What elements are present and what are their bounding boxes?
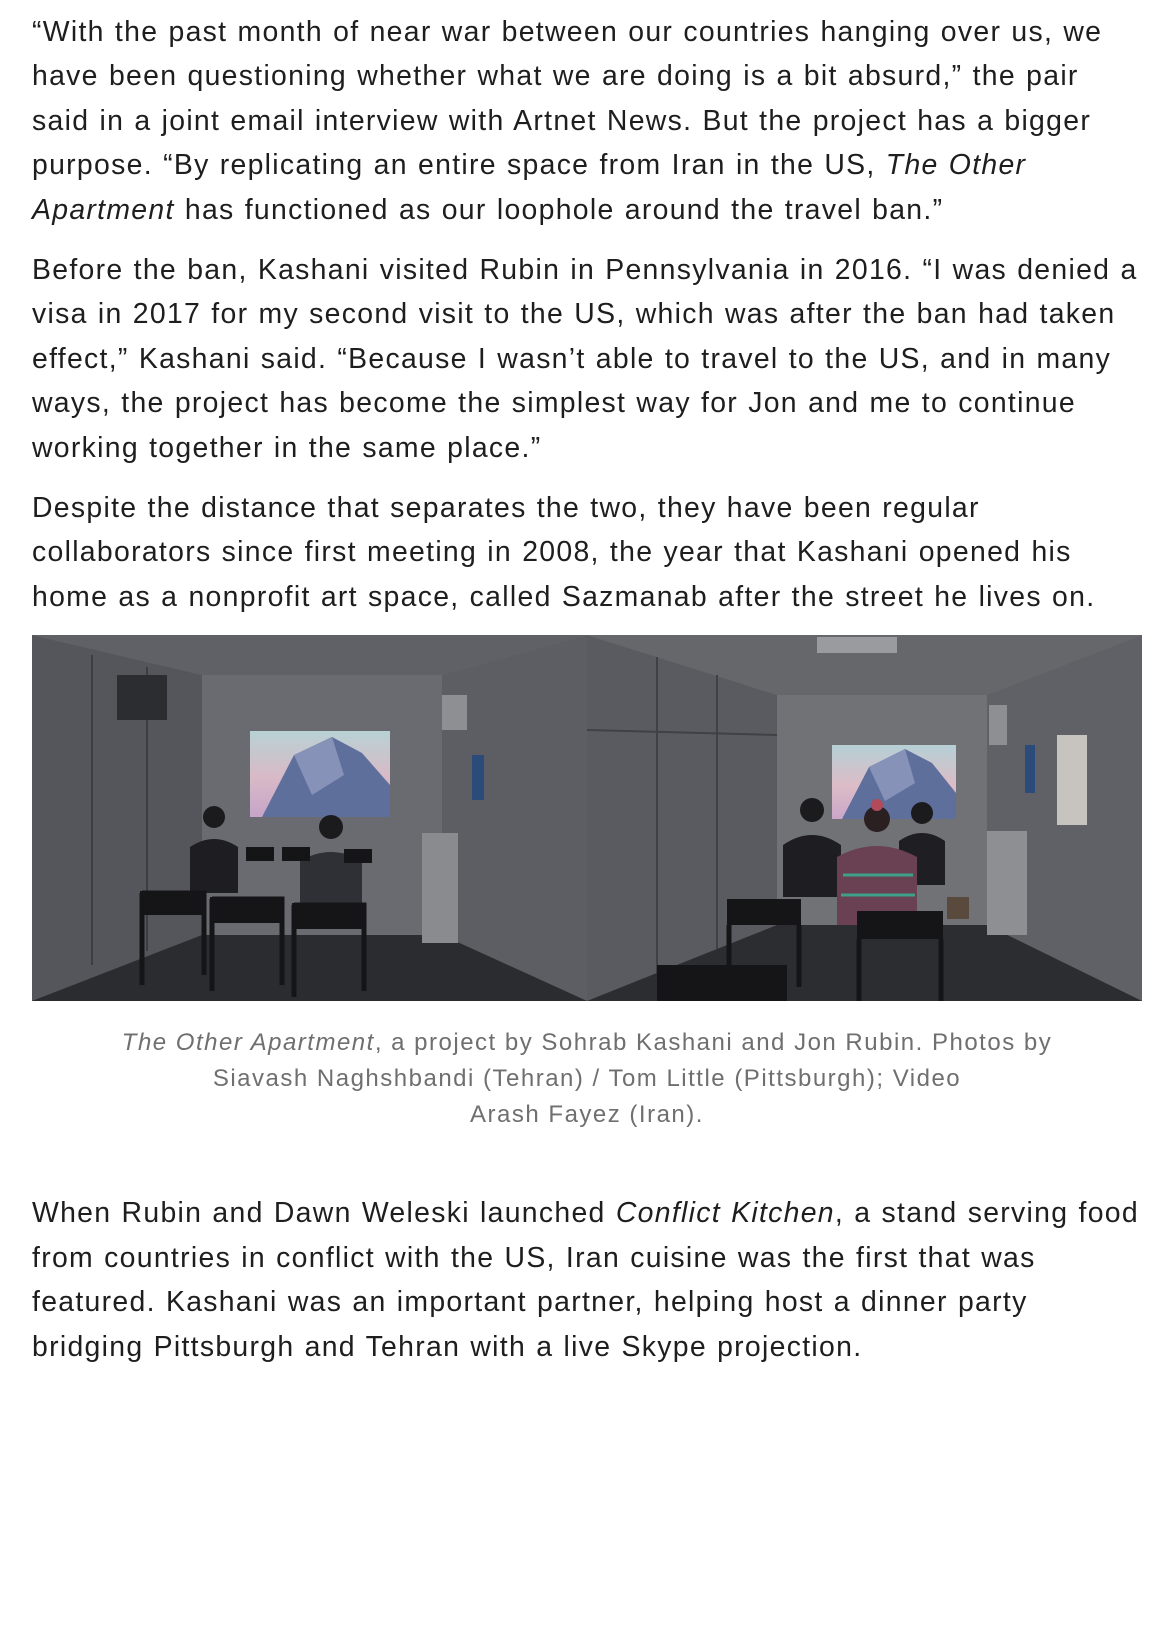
caption-line-2: Siavash Naghshbandi (Tehran) / Tom Little (Pittsburgh); Video [212,1065,962,1093]
caption-line-1 [44,1025,1130,1061]
paragraph-3-text: Despite the distance that separates the two, they have been regular collaborators since first meeting in 2008, the year that Kashani opened his home as a nonprofit art space, called Sazmanab after the street he lives on. [32,492,1096,613]
caption-line-3: Arash Fayez (Iran). [470,1101,704,1129]
paragraph-1-italic-title: The Other Apartment [32,149,1027,226]
paragraph-2-text: Before the ban, Kashani visited Rubin in Pennsylvania in 2016. “I was denied a visa in 2017 for my second visit to the US, which was after the ban had taken effect,” Kashani said. “Because I wasn’t able to travel to the US, and in many ways, the project has become the simplest way for Jon and me to continue working together in the same place.” [32,254,1138,464]
paragraph-4-text-a: When Rubin and Dawn Weleski launched [32,1197,616,1230]
pittsburgh-room-illustration [587,635,1142,1001]
caption-credit-a: , a project by Sohrab Kashani and Jon Rubin. Photos by [374,1029,1053,1057]
caption-title: The Other Apartment [121,1029,375,1057]
photo-tehran-room [32,635,587,1001]
paragraph-4 [32,1191,1142,1369]
article-figure [32,635,1142,1133]
figure-spacer [32,1133,1142,1191]
paragraph-1-text-a: “With the past month of near war between our countries hanging over us, we have been questioning whether what we are doing is a bit absurd,” the pair said in a joint email interview with Artnet News. But the project has a bigger purpose. “By replicating an entire space from Iran in the US, [32,16,1103,182]
photo-pittsburgh-room [587,635,1142,1001]
article-body [32,10,1142,1385]
paragraph-1 [32,10,1142,232]
figure-caption [32,1025,1142,1133]
exhibition-photo [32,635,1142,1001]
paragraph-1-text-b: has functioned as our loophole around the travel ban.” [174,193,944,226]
tehran-room-illustration [32,635,587,1001]
paragraph-2 [32,248,1142,470]
paragraph-4-text-b: , a stand serving food from countries in conflict with the US, Iran cuisine was the first that was featured. Kashani was an important partner, helping host a dinner party bridging Pittsburgh and Tehran with a live Skype projection. [32,1197,1139,1363]
paragraph-3 [32,486,1142,619]
paragraph-4-italic-title: Conflict Kitchen [615,1197,835,1230]
